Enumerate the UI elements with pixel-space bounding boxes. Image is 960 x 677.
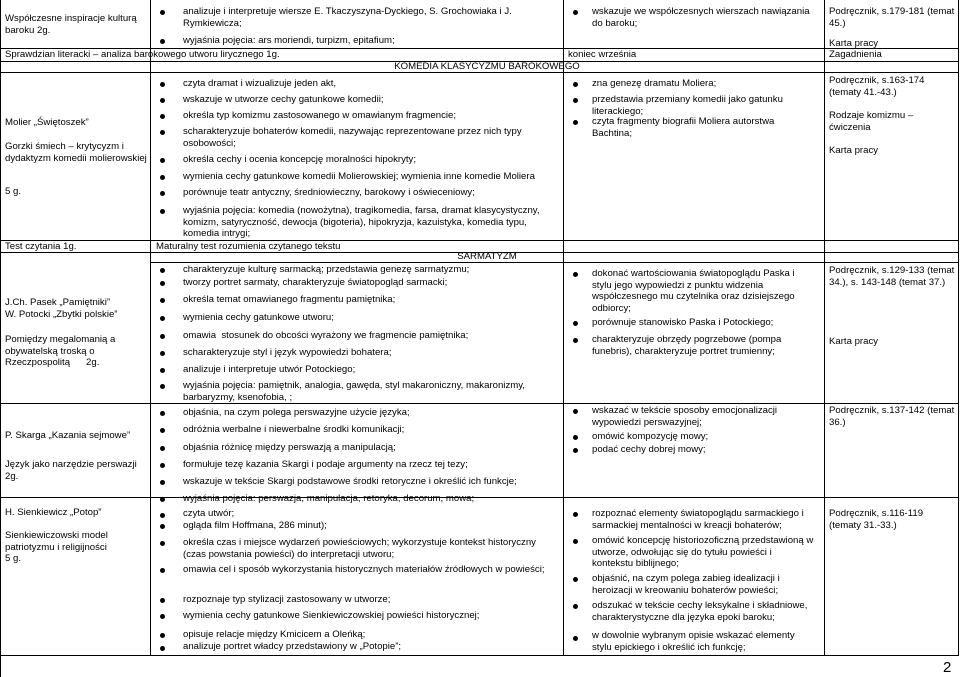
bullet xyxy=(160,568,165,573)
skill-item: objaśnić, na czym polega zabieg idealizacji i heroizacji w kreowaniu bohaterów powieści; xyxy=(592,573,783,596)
aim-item: omawia stosunek do obcości wyrażony we fragmencie pamiętnika; xyxy=(183,330,469,341)
aim-item: czyta utwór; xyxy=(183,508,235,519)
skill-item: przedstawia przemiany komedii jako gatunku literackiego; xyxy=(592,94,786,117)
extra-cell: Karta pracy xyxy=(829,336,879,347)
aim-item: opisuje relacje między Kmicicem a Oleńką; xyxy=(183,629,366,640)
bullet xyxy=(160,175,165,180)
bullet xyxy=(573,272,578,277)
aim-item: określa temat omawianego fragmentu pamiętnika; xyxy=(183,294,396,305)
skill-item: czyta fragmenty biografii Moliera autorstwa Bachtina; xyxy=(592,116,778,139)
bullet xyxy=(160,411,165,416)
topic-hours: 5 g. xyxy=(5,186,22,197)
bullet xyxy=(160,480,165,485)
extra-cell: Karta pracy xyxy=(829,38,879,49)
aim-item: porównuje teatr antyczny, średniowieczny, barokowy i oświeceniowy; xyxy=(183,187,475,198)
bullet xyxy=(160,209,165,214)
bullet xyxy=(160,463,165,468)
section-header: SARMATYZM xyxy=(457,251,517,262)
skill-item: charakteryzuje obrzędy pogrzebowe (pompa funebris), charakteryzuje portret trumienny; xyxy=(592,334,784,357)
bullet xyxy=(160,614,165,619)
materials-cell: Podręcznik, s.163-174 (tematy 41.-43.) xyxy=(829,75,928,98)
bullet xyxy=(573,98,578,103)
divider xyxy=(0,655,959,656)
aim-item: określa czas i miejsce wydarzeń powieściowych; wykorzystuje kontekst historyczny (czas powstania powieści) do interpretacji utworu; xyxy=(183,537,539,560)
bullet xyxy=(573,338,578,343)
aim-item: tworzy portret sarmaty, charakteryzuje światopogląd sarmacki; xyxy=(183,277,448,288)
bullet xyxy=(573,435,578,440)
materials-cell: Podręcznik, s.137-142 (temat 36.) xyxy=(829,405,957,428)
bullet xyxy=(573,636,578,641)
topic-title: J.Ch. Pasek „Pamiętniki” xyxy=(5,297,111,308)
bullet xyxy=(573,10,578,15)
aim-item: scharakteryzuje styl i język wypowiedzi bohatera; xyxy=(183,347,392,358)
skill-item: zna genezę dramatu Moliera; xyxy=(592,78,717,89)
aim-item: wymienia cechy gatunkowe Sienkiewiczowskiej powieści historycznej; xyxy=(183,610,480,621)
skill-item: omówić koncepcję historiozoficzną przedstawioną w utworze, odwołując się do tytułu powieści i kontekstu biblijnego; xyxy=(592,535,816,569)
bullet xyxy=(160,98,165,103)
aim-item: określa cechy i ocenia koncepcję moralności hipokryty; xyxy=(183,154,417,165)
bullet xyxy=(573,120,578,125)
test-row-right: Zagadnienia xyxy=(829,49,882,60)
topic-title: W. Potocki „Zbytki polskie” xyxy=(5,309,118,320)
bullet xyxy=(160,158,165,163)
bullet xyxy=(160,446,165,451)
aim-item: określa typ komizmu zastosowanego w omawianym fragmencie; xyxy=(183,110,457,121)
topic-subtitle: Pomiędzy megalomanią a obywatelską troską o Rzeczpospolitą 2g. xyxy=(5,334,119,368)
bullet xyxy=(160,598,165,603)
materials-cell: Podręcznik, s.129-133 (temat 34.), s. 143-148 (temat 37.) xyxy=(829,265,957,288)
bullet xyxy=(160,428,165,433)
skill-item: odszukać w tekście cechy leksykalne i składniowe, charakterystyczne dla języka epoki baroku; xyxy=(592,600,811,623)
bullet xyxy=(160,513,165,518)
bullet xyxy=(160,633,165,638)
skill-item: rozpoznać elementy światopoglądu sarmackiego i sarmackiej mentalności w kreacji bohaterów; xyxy=(592,508,807,531)
divider xyxy=(563,0,564,655)
skill-item: wskazać w tekście sposoby emocjonalizacji wypowiedzi perswazyjnej; xyxy=(592,405,780,428)
bullet xyxy=(160,497,165,502)
aim-item: wyjaśnia pojęcia: ars moriendi, turpizm, epitafium; xyxy=(183,35,395,46)
divider xyxy=(150,0,151,655)
bullet xyxy=(160,191,165,196)
divider xyxy=(0,0,1,677)
bullet xyxy=(160,646,165,651)
topic-hours: 5 g. xyxy=(5,553,22,564)
skill-item: wskazuje we współczesnych wierszach nawiązania do baroku; xyxy=(592,6,813,29)
bullet xyxy=(160,39,165,44)
divider xyxy=(958,0,959,655)
bullet xyxy=(160,524,165,529)
bullet xyxy=(160,351,165,356)
bullet xyxy=(160,368,165,373)
bullet xyxy=(573,448,578,453)
aim-item: wskazuje w utworze cechy gatunkowe komedii; xyxy=(183,94,384,105)
aim-item: charakteryzuje kulturę sarmacką; przedstawia genezę sarmatyzmu; xyxy=(183,264,470,275)
skill-item: omówić kompozycję mowy; xyxy=(592,431,709,442)
aim-item: czyta dramat i wizualizuje jeden akt, xyxy=(183,78,337,89)
test-row-description: Maturalny test rozumienia czytanego tekstu xyxy=(156,241,341,252)
topic-subtitle: Gorzki śmiech – krytycyzm i dydaktyzm komedii molierowskiej xyxy=(5,141,147,164)
topic-title: P. Skarga „Kazania sejmowe” xyxy=(5,430,131,441)
materials-cell: Podręcznik, s.179-181 (temat 45.) xyxy=(829,6,957,29)
skill-item: podać cechy dobrej mowy; xyxy=(592,444,706,455)
skill-item: w dowolnie wybranym opisie wskazać elementy stylu epickiego i określić ich funkcję; xyxy=(592,630,798,653)
bullet xyxy=(573,409,578,414)
bullet xyxy=(573,577,578,582)
aim-item: analizuje i interpretuje wiersze E. Tkaczyszyna-Dyckiego, S. Grochowiaka i J. Rymkiewicza; xyxy=(183,6,515,29)
bullet xyxy=(573,82,578,87)
bullet xyxy=(573,539,578,544)
topic-title: H. Sienkiewicz „Potop” xyxy=(5,507,102,518)
aim-item: formułuje tezę kazania Skargi i podaje argumenty na rzecz tej tezy; xyxy=(183,459,468,470)
aim-item: scharakteryzuje bohaterów komedii, nazywając reprezentowane przez nich typy osobowości; xyxy=(183,126,525,149)
bullet xyxy=(160,384,165,389)
page-number: 2 xyxy=(943,659,952,676)
aim-item: ogląda film Hoffmana, 286 minut); xyxy=(183,520,327,531)
topic-subtitle: Język jako narzędzie perswazji 2g. xyxy=(5,459,140,482)
bullet xyxy=(160,316,165,321)
aim-item: wyjaśnia pojęcia: komedia (nowożytna), tragikomedia, farsa, dramat klasycystyczny, komizm, satyryczność, dewocja (bigoteria), hipokryzja, kazuistyka, komedia typu, komedia intrygi; xyxy=(183,205,543,239)
bullet xyxy=(160,130,165,135)
section-header: KOMEDIA KLASYCYZMU BAROKOWEGO xyxy=(394,61,580,72)
aim-item: objaśnia, na czym polega perswazyjne użycie języka; xyxy=(183,407,410,418)
divider xyxy=(824,0,825,655)
aim-item: rozpoznaje typ stylizacji zastosowany w utworze; xyxy=(183,594,391,605)
test-row-date: koniec września xyxy=(568,49,637,60)
aim-item: objaśnia różnicę między perswazją a manipulacją; xyxy=(183,442,396,453)
bullet xyxy=(160,541,165,546)
topic-title: Molier „Świętoszek” xyxy=(5,117,89,128)
bullet xyxy=(160,268,165,273)
test-row-label: Sprawdzian literacki – analiza barokowego utworu lirycznego 1g. xyxy=(5,49,280,60)
aim-item: wyjaśnia pojęcia: pamiętnik, analogia, gawęda, styl makaroniczny, makaronizmy, barbaryzmy, ksenofobia, ; xyxy=(183,380,528,403)
bullet xyxy=(160,10,165,15)
bullet xyxy=(160,334,165,339)
skill-item: dokonać wartościowania światopoglądu Paska i stylu jego wypowiedzi z punktu widzenia współczesnego mu czytelnika oraz dzisiejszego odbiorcy; xyxy=(592,268,798,314)
aim-item: wyjaśnia pojęcia: perswazja, manipulacja, retoryka, decorum, mowa; xyxy=(183,493,475,504)
aim-item: wskazuje w tekście Skargi podstawowe środki retoryczne i określić ich funkcje; xyxy=(183,476,517,487)
extra-cell: Karta pracy xyxy=(829,145,879,156)
bullet xyxy=(573,604,578,609)
skill-item: porównuje stanowisko Paska i Potockiego; xyxy=(592,317,774,328)
bullet xyxy=(160,82,165,87)
topic-cell: Współczesne inspiracje kulturą baroku 2g. xyxy=(5,13,140,36)
aim-item: odróżnia werbalne i niewerbalne środki komunikacji; xyxy=(183,424,405,435)
bullet xyxy=(160,281,165,286)
bullet xyxy=(160,298,165,303)
topic-subtitle: Sienkiewiczowski model patriotyzmu i religijności xyxy=(5,530,111,553)
bullet xyxy=(573,512,578,517)
divider xyxy=(0,403,959,404)
bullet xyxy=(160,114,165,119)
aim-item: wymienia cechy gatunkowe komedii Molierowskiej; wymienia inne komedie Moliera xyxy=(183,171,535,182)
bullet xyxy=(573,321,578,326)
test-row-label: Test czytania 1g. xyxy=(5,241,77,252)
materials-cell: Podręcznik, s.116-119 (tematy 31.-33.) xyxy=(829,508,926,531)
aim-item: omawia cel i sposób wykorzystania historycznych materiałów źródłowych w powieści; xyxy=(183,564,545,575)
aim-item: analizuje i interpretuje utwór Potockiego; xyxy=(183,364,356,375)
extra-cell: Rodzaje komizmu – ćwiczenia xyxy=(829,110,916,133)
aim-item: analizuje portret władcy przedstawiony w „Potopie”; xyxy=(183,641,402,652)
aim-item: wymienia cechy gatunkowe utworu; xyxy=(183,312,334,323)
